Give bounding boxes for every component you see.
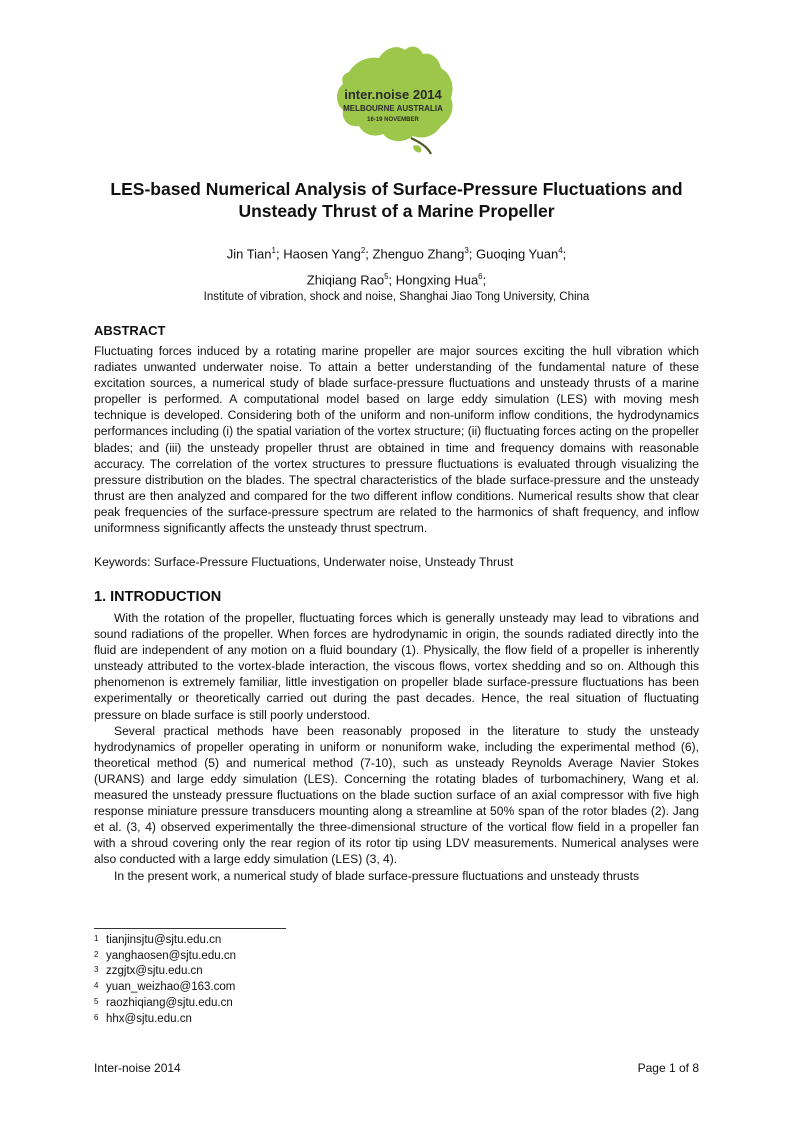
- footnote-number: 5: [94, 996, 99, 1006]
- author-footnote-mark: 1: [271, 246, 276, 255]
- footnote-email: tianjinsjtu@sjtu.edu.cn: [106, 934, 222, 946]
- author-name: Zhenguo Zhang: [372, 246, 465, 262]
- footer-conference: Inter-noise 2014: [94, 1061, 181, 1075]
- author-name: Guoqing Yuan: [476, 246, 559, 262]
- author-footnote-mark: 5: [384, 272, 389, 282]
- footnote-number: 4: [94, 981, 99, 991]
- author-footnote-mark: 6: [478, 272, 483, 282]
- author-name: Haosen Yang: [283, 246, 361, 262]
- author-line-1: [90, 239, 703, 265]
- logo-title: inter.noise 2014: [344, 87, 442, 102]
- australia-map-logo-icon: [327, 42, 459, 160]
- author-name: Zhiqiang Rao: [306, 272, 385, 288]
- affiliation: Institute of vibration, shock and noise, Shanghai Jiao Tong University, China: [203, 291, 590, 303]
- footnote-number: 1: [94, 934, 99, 943]
- abstract-text: Fluctuating forces induced by a rotating marine propeller are major sources exciting the hull vibration which radiates unwanted underwater noise. To attain a better understanding of the fundamental nature of these excitation sources, a numerical study of blade surface-pressure fluctuations and unsteady thrusts of a marine propeller is performed. A computational model based on large eddy simulation (LES) with moving mesh technique is developed. Considering both of the uniform and non-uniform inflow conditions, the hydrodynamics performances including (i) the spatial variation of the vortex structure; (ii) fluctuating forces acting on the propeller blades; and (iii) the unsteady propeller thrust are obtained in time and frequency domains with reasonable accuracy. The correlation of the vortex structures to pressure fluctuations is evaluated through visualizing the pressure distribution on the blades. The spectral characteristics of the blade surface-pressure and the unsteady thrust are then analyzed and compared for the two different inflow conditions. Numerical results show that clear peak frequencies of the surface-pressure spectrum are related to the harmonics of shaft frequency, and inflow uniformness significantly affects the unsteady thrust spectrum.: [94, 344, 699, 536]
- author-footnote-mark: 2: [360, 246, 366, 255]
- footnote: [94, 980, 236, 996]
- footnote-email: raozhiqiang@sjtu.edu.cn: [106, 996, 233, 1009]
- introduction-body: [94, 610, 699, 884]
- footnotes: [94, 933, 236, 1027]
- author-name: Jin Tian: [226, 246, 272, 262]
- author-footnote-mark: 4: [558, 246, 563, 255]
- footnote-email: yanghaosen@sjtu.edu.cn: [106, 949, 236, 962]
- section-heading-introduction: 1. INTRODUCTION: [94, 589, 222, 605]
- logo-dates: 16-19 NOVEMBER: [367, 117, 419, 123]
- paragraph: With the rotation of the propeller, fluctuating forces which is generally unsteady may lead to vibrations and sound radiations of the propeller. When forces are hydrodynamic in origin, the sounds radiated directly into the fluid are independent of any motion on a fluid boundary (1). Physically, the flow field of a propeller is inherently unsteady attributed to the vortex-blade interaction, the viscous flows, vortex shedding and so on. Although this phenomenon is extremely familiar, little investigation on propeller blade surface-pressure fluctuations has been experimentally or theoretically carried out during the past decades. Hence, the real situation of fluctuating pressure on blade surface is still poorly understood.: [94, 611, 699, 722]
- footnote: [94, 1012, 236, 1028]
- paragraph: In the present work, a numerical study of blade surface-pressure fluctuations and unsteady thrusts: [114, 868, 640, 883]
- author-separator: ;: [562, 246, 567, 262]
- author-separator: ;: [365, 246, 369, 262]
- author-footnote-mark: 3: [464, 246, 469, 255]
- paragraph: Several practical methods have been reasonably proposed in the literature to study the unsteady hydrodynamics of propeller operating in uniform or nonuniform wake, including the experimental method (6), theoretical method (5) and numerical method (7-10), such as unsteady Reynolds Average Navier Stokes (URANS) and large eddy simulation (LES). Concerning the rotating blades of turbomachinery, Wang et al. measured the unsteady pressure fluctuations on the blade suction surface of an axial compressor with five high response miniature pressure transducers mounting along a streamline at 50% span of the rotor blades (2). Jang et al. (3, 4) observed experimentally the three-dimensional structure of the vortical flow field in a propeller fan with a shroud covering only the rear region of its rotor tip using LDV measurements. Numerical analyses were also conducted with a large eddy simulation (LES) (3, 4).: [94, 723, 699, 867]
- footnote-email: zzgjtx@sjtu.edu.cn: [106, 965, 203, 978]
- author-separator: ;: [482, 272, 487, 288]
- conference-logo: [327, 42, 459, 160]
- author-list: [90, 239, 703, 292]
- paper-title: LES-based Numerical Analysis of Surface-Pressure Fluctuations and Unsteady Thrust of a Marine Propeller: [110, 179, 683, 221]
- footnote-number: 6: [94, 1012, 99, 1022]
- footnote: [94, 964, 236, 980]
- abstract-heading: ABSTRACT: [94, 323, 166, 338]
- footnote-email: hhx@sjtu.edu.cn: [106, 1012, 192, 1025]
- author-separator: ;: [388, 272, 393, 288]
- author-separator: ;: [468, 246, 473, 262]
- logo-location: MELBOURNE AUSTRALIA: [343, 104, 443, 113]
- footnote-email: yuan_weizhao@163.com: [106, 981, 236, 994]
- footnote-number: 3: [94, 965, 99, 975]
- author-name: Hongxing Hua: [395, 272, 479, 288]
- footnote: [94, 996, 236, 1012]
- keywords: Keywords: Surface-Pressure Fluctuations, Underwater noise, Unsteady Thrust: [94, 555, 514, 569]
- footnote-number: 2: [94, 949, 99, 959]
- author-line-2: [90, 265, 703, 291]
- footnote: [94, 933, 236, 949]
- footnote: [94, 949, 236, 965]
- footnote-divider: [94, 928, 286, 929]
- author-separator: ;: [275, 246, 280, 262]
- footer-page-number: Page 1 of 8: [637, 1061, 699, 1075]
